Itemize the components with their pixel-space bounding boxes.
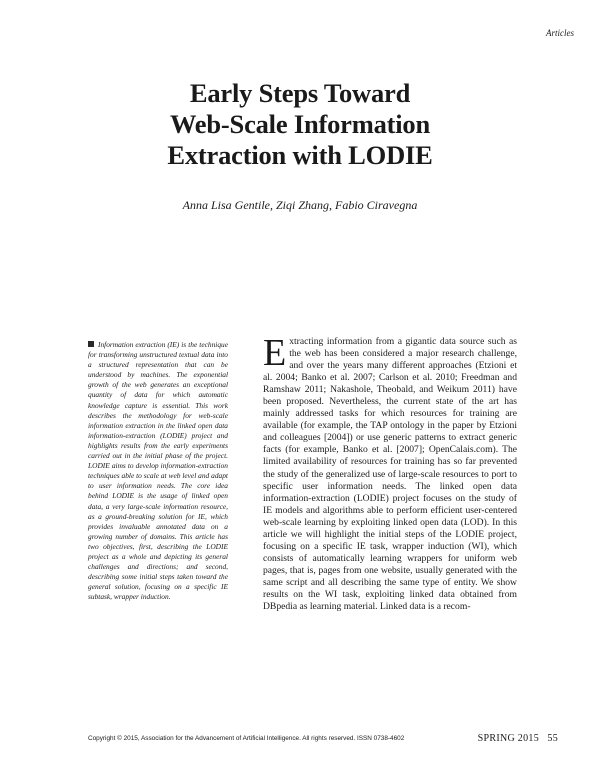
issue-page-number: SPRING 2015 55 — [477, 733, 558, 744]
abstract-text: Information extraction (IE) is the technique for transforming unstructured textual data into a structured representation that can be understood by machines. The exponential growth of the web generates an exceptional quantity of data for which automatic knowledge capture is essential. This work describes the methodology for web-scale information extraction in the linked open data information-extraction (LODIE) project and highlights results from the early experiments carried out in the initial phase of the project. LODIE aims to develop information-extraction techniques able to scale at web level and adapt to user information needs. The core idea behind LODIE is the usage of linked open data, a very large-scale information resource, as a ground-breaking solution for IE, which provides invaluable annotated data on a growing number of domains. This article has two objectives, first, describing the LODIE project as a whole and depicting its general challenges and directions; and second, describing some initial steps taken toward the general solution, focusing on a specific IE subtask, wrapper induction. — [88, 340, 228, 602]
body-paragraph — [263, 332, 517, 613]
square-bullet-icon — [88, 341, 94, 347]
title-line: Web-Scale Information — [169, 109, 431, 139]
title-line: Extraction with LODIE — [167, 140, 433, 170]
abstract — [88, 340, 228, 602]
section-label: Articles — [546, 28, 574, 38]
article-title — [0, 78, 600, 171]
copyright-notice: Copyright © 2015, Association for the Advancement of Artificial Intelligence. All rights reserved. ISSN 0738-4602 — [88, 735, 405, 742]
drop-cap: E — [263, 332, 287, 374]
author-list: Anna Lisa Gentile, Ziqi Zhang, Fabio Ciravegna — [182, 198, 418, 212]
body-text: xtracting information from a gigantic data source such as the web has been considered a major research challenge, and over the years many different approaches (Etzioni et al. 2004; Banko et al. 2007; Carlson et al. 2010; Freedman and Ramshaw 2011; Nakashole, Theobald, and Weikum 2011) have been proposed. Nevertheless, the current state of the art has mainly addressed tasks for which resources for training are available (for example, the TAP ontology in the paper by Etzioni and colleagues [2004]) or use generic patterns to extract generic facts (for example, Banko et al. [2007]; OpenCalais.com). The limited availability of resources for training has so far prevented the study of the generalized use of large-scale resources to port to specific user information needs. The linked open data information-extraction (LODIE) project focuses on the study of IE models and algorithms able to perform efficient user-centered web-scale learning by exploiting linked open data (LOD). In this article we will highlight the initial steps of the LODIE project, focusing on a specific IE task, wrapper induction (WI), which consists of automatically learning wrappers for uniform web pages, that is, pages from one website, usually generated with the same script and all describing the same type of entity. We show results on the WI task, exploiting linked data obtained from DBpedia as learning material. Linked data is a recom- — [263, 336, 517, 613]
title-line: Early Steps Toward — [189, 78, 411, 108]
